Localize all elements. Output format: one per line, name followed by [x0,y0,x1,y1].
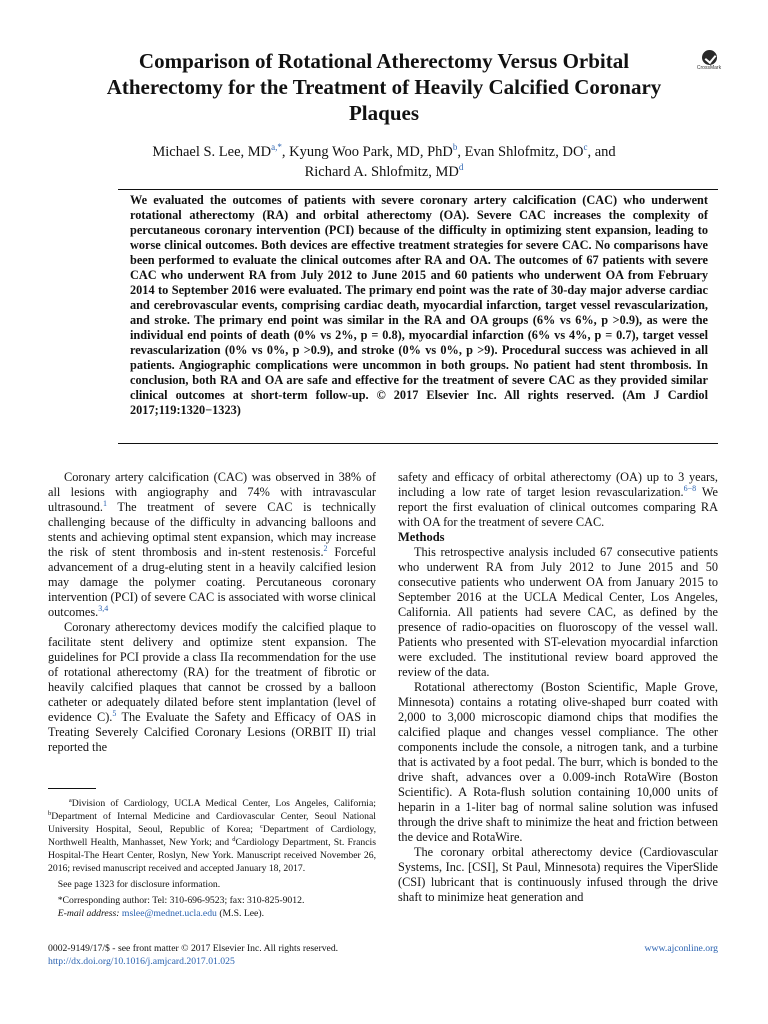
crossmark-badge[interactable] [694,50,724,71]
intro-paragraph-2: Coronary atherectomy devices modify the calcified plaque to facilitate stent delivery and optimize stent expansion. The guidelines for PCI provide a class IIa recommendation for the use of rotational atherectomy (RA) for the treatment of fibrotic or heavily calcified plaques that cannot be crossed by a balloon catheter or adequately dilated before stent implantation (level of evidence C).$^5$ The Evaluate the Safety and Efficacy of OAS in Treating Severely Calcified Coronary Lesions (ORBIT II) trial reported the [48,620,376,754]
doi-link[interactable]: http://dx.doi.org/10.1016/j.amjcard.2017.01.025 [48,956,235,967]
bottom-left-info [48,942,338,968]
author-affiliation-link[interactable]: d [458,162,464,172]
author-name: Richard A. Shlofmitz, MD [304,164,459,180]
left-column [48,470,376,755]
methods-paragraph-2: Rotational atherectomy (Boston Scientific, Maple Grove, Minnesota) contains a rotating olive-shaped burr coated with 2,000 to 3,000 microscopic diamond chips that modifies the calcified plaque and changes vessel compliance. The other components include the console, a nitrogen tank, and a turbine that is activated by a foot pedal. The burr, which is bonded to the drive shaft, advances over a 0.009-inch RotaWire (Boston Scientific). A Rota-flush solution containing 10,000 units of heparin in a 1-liter bag of normal saline solution was infused through the drive shaft to minimize the heat and friction between the device and RotaWire. [398,680,718,844]
crossmark-label: CrossMark [696,65,722,71]
author-affiliation-link[interactable]: c [583,142,588,152]
intro-paragraph-1: Coronary artery calcification (CAC) was observed in 38% of all lesions with angiography and 74% with intravascular ultrasound.$^1$ The treatment of severe CAC is technically challenging because of the difficulty in advancing balloons and stents and achieving optimal stent expansion, which may increase the risk of stent thrombosis and in-stent restenosis.$^2$ Forceful advancement of a drug-eluting stent in a heavily calcified lesion may damage the polymer coating. Percutaneous coronary intervention (PCI) of severe CAC is associated with worse clinical outcomes.$^{3,4}$ [48,470,377,619]
affiliations-footnote: $^a$Division of Cardiology, UCLA Medical Center, Los Angeles, California; $^b$Department of Internal Medicine and Cardiovascular Center, Seoul National University Hospital, Seoul, Republic of Korea; $^c$Department of Cardiology, Northwell Health, Manhasset, New York; and $^d$Cardiology Department, St. Francis Hospital-The Heart Center, Roslyn, New York. Manuscript received November 26, 2016; revised manuscript received and accepted January 18, 2017. [48,797,376,874]
author-name: Kyung Woo Park, MD, PhD [289,144,453,160]
citation-link[interactable]: 3,4 [98,604,109,613]
author-affiliation-link[interactable]: b [452,142,458,152]
abstract: We evaluated the outcomes of patients with severe coronary artery calcification (CAC) who underwent rotational atherectomy (RA) and orbital atherectomy (OA). Severe CAC increases the complexity of percutaneous coronary intervention (PCI) because of the difficulty in optimizing stent expansion, leading to worse clinical outcomes. Both devices are effective treatment strategies for severe CAC. No comparisons have been performed to evaluate the clinical outcomes after RA and OA. The outcomes of 67 patients with severe CAC who underwent RA from July 2012 to June 2015 and 60 patients who underwent OA from February 2014 to September 2016 were evaluated. The primary end point was the rate of 30-day major adverse cardiac and cerebrovascular events, comprising cardiac death, myocardial infarction, target vessel revascularization, and stroke. The primary end point was similar in the RA and OA groups (6% vs 6%, p >0.9), as were the individual end points of death (0% vs 2%, p = 0.8), myocardial infarction (6% vs 4%, p = 0.7), target vessel revascularization (0% vs 0%, p >0.9), and stroke (0% vs 0%, p >9). Procedural success was achieved in all patients. Angiographic complications were uncommon in both groups. No patient had stent thrombosis. In conclusion, both RA and OA are safe and effective for the treatment of severe CAC as they provided similar clinical outcomes at short-term follow-up. © 2017 Elsevier Inc. All rights reserved. (Am J Cardiol 2017;119:1320−1323) [130,193,708,417]
right-column [398,470,718,905]
disclosure-footnote: See page 1323 for disclosure information. [57,879,221,890]
copyright-line: 0002-9149/17/$ - see front matter © 2017 Elsevier Inc. All rights reserved. [48,943,339,954]
article-title: Comparison of Rotational Atherectomy Versus Orbital Atherectomy for the Treatment of Heavily Calcified Coronary Plaques [106,49,662,125]
footnote-rule [48,788,96,789]
author-name: Evan Shlofmitz, DO [464,144,584,160]
methods-paragraph-1: This retrospective analysis included 67 consecutive patients who underwent RA from July 2012 to June 2015 and 50 consecutive patients who underwent OA from January 2015 to September 2016 at the UCLA Medical Center, Los Angeles, California. All patients had severe CAC, as defined by the presence of radio-opacities on fluoroscopy of the vessel wall. Patients who presented with ST-elevation myocardial infarction were excluded. The institutional review board approved the review of the data. [398,545,718,679]
email-link[interactable]: mslee@mednet.ucla.edu [121,908,217,919]
abstract-top-rule [118,189,718,190]
author-name: Michael S. Lee, MD [152,144,272,160]
corresponding-footnote: *Corresponding author: Tel: 310-696-9523; fax: 310-825-9012. [57,895,305,906]
abstract-bottom-rule [118,443,718,444]
intro-paragraph-3: safety and efficacy of orbital atherectomy (OA) up to 3 years, including a low rate of target lesion revascularization.$^{6-8}$ We report the first evaluation of clinical outcomes comparing RA with OA for the treatment of severe CAC. [398,470,718,529]
crossmark-icon [702,50,717,65]
citation-link[interactable]: 6−8 [683,484,697,493]
journal-website-link[interactable]: www.ajconline.org [644,943,718,954]
citation-link[interactable]: 5 [112,709,117,718]
author-list: Michael S. Lee, $MD^{a,*}$, Kyung Woo Park, MD, PhD$^b$, Evan Shlofmitz, $DO^c$, and Richard A. Shlofmitz, $MD^d$ [152,142,616,180]
citation-link[interactable]: 2 [323,544,328,553]
methods-paragraph-3: The coronary orbital atherectomy device (Cardiovascular Systems, Inc. [CSI], St Paul, Minnesota) requires the ViperSlide (CSI) lubricant that is continuously infused through the drive shaft to minimize heat generation and [398,845,718,904]
citation-link[interactable]: 1 [103,499,107,508]
footnotes [48,797,376,923]
methods-heading: Methods [398,530,445,544]
email-footnote: E-mail address: mslee@mednet.ucla.edu (M.S. Lee). [57,908,264,919]
author-affiliation-link[interactable]: a,* [271,142,282,152]
